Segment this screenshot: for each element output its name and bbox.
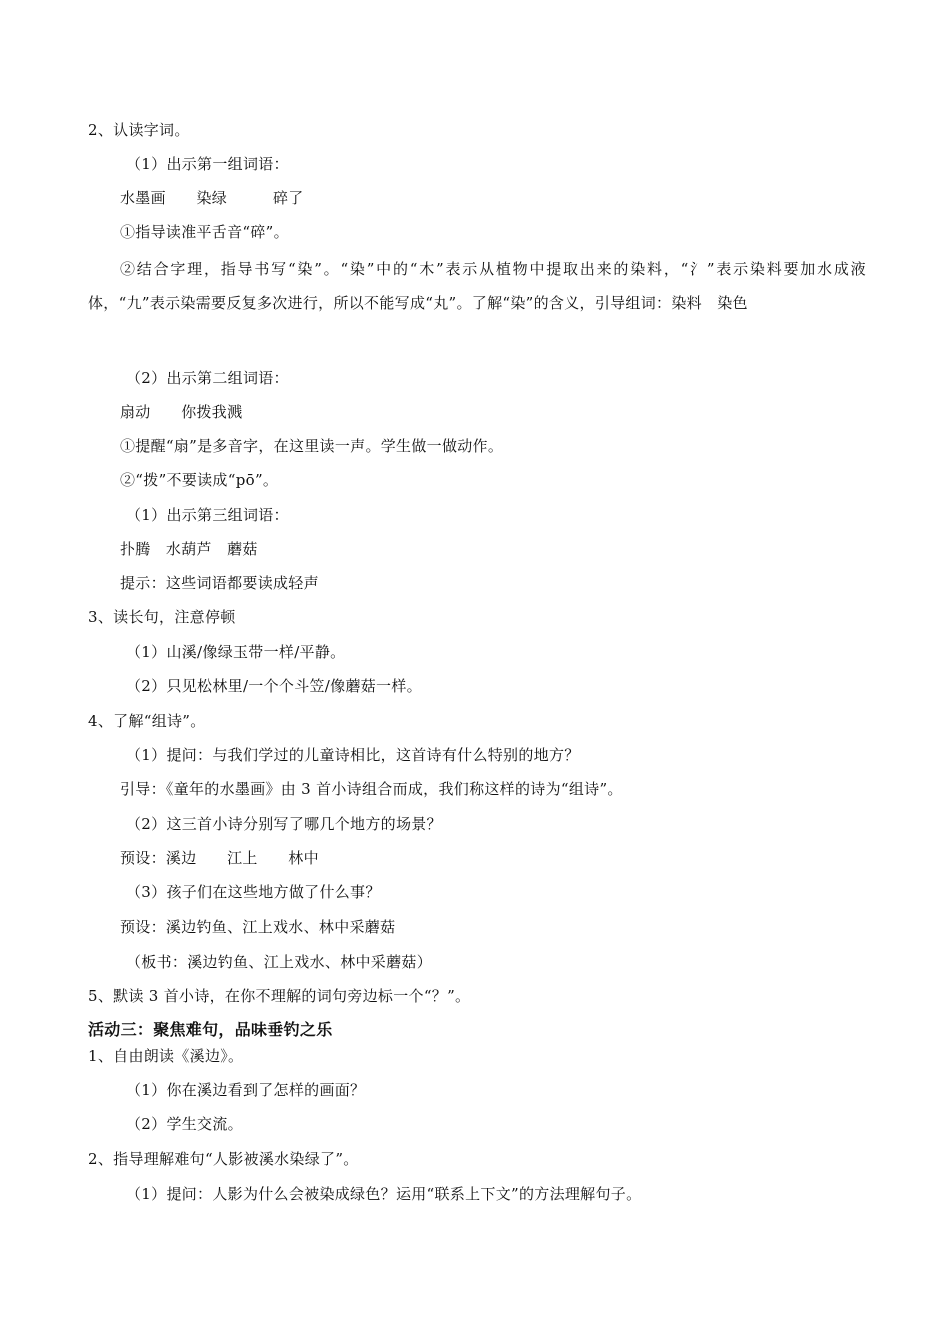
section-4-title: 4、了解“组诗”。 (88, 712, 206, 730)
group-3-tip: 提示：这些词语都要读成轻声 (120, 574, 319, 592)
section-4-guide: 引导：《童年的水墨画》由 3 首小诗组合而成，我们称这样的诗为“组诗”。 (120, 780, 623, 798)
group-2-words: 扇动 你拨我溅 (120, 403, 243, 421)
group-1-note-1: ①指导读准平舌音“碎”。 (120, 223, 289, 241)
group-2-note-2: ②“拨”不要读成“pō”。 (120, 471, 279, 489)
section-4-board: （板书：溪边钓鱼、江上戏水、林中采蘑菇） (126, 953, 433, 971)
activity-3-item-1-q2: （2）学生交流。 (126, 1115, 243, 1133)
activity-3-item-1-q1: （1）你在溪边看到了怎样的画面？ (126, 1081, 366, 1099)
section-2-title: 2、认读字词。 (88, 121, 190, 139)
section-5-title: 5、默读 3 首小诗，在你不理解的词句旁边标一个“？”。 (88, 987, 471, 1005)
group-1-note-2: ②结合字理，指导书写“染”。“染”中的“木”表示从植物中提取出来的染料，“氵”表示染料要加水成液体，“九”表示染需要反复多次进行，所以不能写成“丸”。了解“染”的含义，引导组词：染料 染色 (88, 260, 866, 312)
group-3-label: （1）出示第三组词语： (126, 506, 289, 524)
group-2-note-1: ①提醒“扇”是多音字，在这里读一声。学生做一做动作。 (120, 437, 504, 455)
section-4-preset-2: 预设：溪边钓鱼、江上戏水、林中采蘑菇 (120, 918, 396, 936)
section-4-question-1: （1）提问：与我们学过的儿童诗相比，这首诗有什么特别的地方？ (126, 746, 580, 764)
group-2-label: （2）出示第二组词语： (126, 369, 289, 387)
long-sentence-1: （1）山溪/像绿玉带一样/平静。 (126, 643, 346, 661)
activity-3-item-2-q1: （1）提问：人影为什么会被染成绿色？运用“联系上下文”的方法理解句子。 (126, 1185, 642, 1203)
section-4-preset-1: 预设：溪边 江上 林中 (120, 849, 319, 867)
activity-3-item-2-title: 2、指导理解难句“人影被溪水染绿了”。 (88, 1150, 359, 1168)
section-3-title: 3、读长句，注意停顿 (88, 608, 236, 626)
group-3-words: 扑腾 水葫芦 蘑菇 (120, 540, 258, 558)
section-4-question-3: （3）孩子们在这些地方做了什么事？ (126, 883, 381, 901)
activity-3-heading: 活动三：聚焦难句，品味垂钓之乐 (88, 1020, 333, 1039)
section-4-question-2: （2）这三首小诗分别写了哪几个地方的场景？ (126, 815, 442, 833)
group-1-words: 水墨画 染绿 碎了 (120, 189, 304, 207)
group-1-label: （1）出示第一组词语： (126, 155, 289, 173)
long-sentence-2: （2）只见松林里/一个个斗笠/像蘑菇一样。 (126, 677, 422, 695)
activity-3-item-1-title: 1、自由朗读《溪边》。 (88, 1047, 244, 1065)
